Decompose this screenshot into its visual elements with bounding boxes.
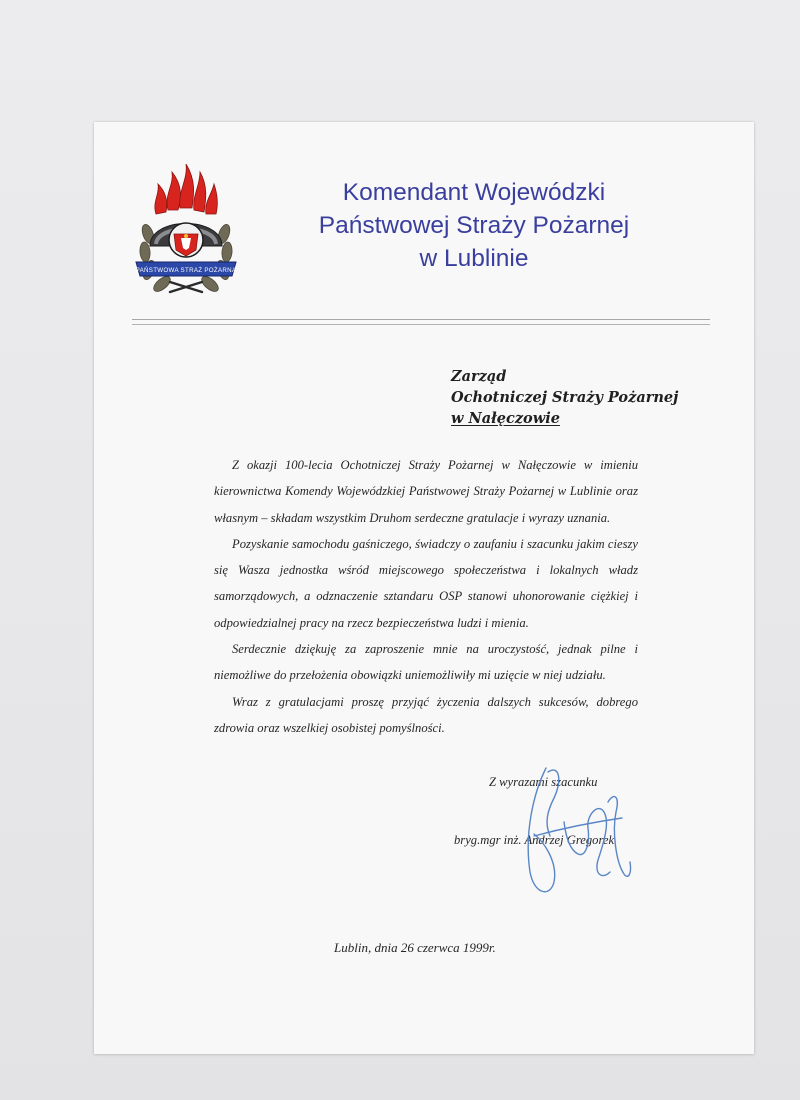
closing-regards: Z wyrazami szacunku bbox=[489, 775, 598, 789]
handwritten-signature bbox=[504, 762, 644, 902]
signer-name: bryg.mgr inż. Andrzej Gregorek bbox=[454, 833, 615, 847]
body-paragraph-2: Pozyskanie samochodu gaśniczego, świadczy o zaufaniu i szacunku jakim cieszy się Wasza jednostka wśród miejscowego społeczeństwa i lokalnych władz samorządowych, a odznaczenie sztandaru OSP stanowi uhonorowanie ciężkiej i odpowiedzialnej pracy na rzecz bezpieczeństwa ludzi i mienia. bbox=[214, 536, 638, 630]
place-and-date: Lublin, dnia 26 czerwca 1999r. bbox=[334, 940, 496, 955]
addressee-line-3: w Nałęczowie bbox=[451, 410, 560, 427]
svg-text:PAŃSTWOWA STRAŻ POŻARNA: PAŃSTWOWA STRAŻ POŻARNA bbox=[135, 267, 237, 274]
body-paragraph-4: Wraz z gratulacjami proszę przyjąć życzenia dalszych sukcesów, dobrego zdrowia oraz wszelkiej osobistej pomyślności. bbox=[214, 694, 638, 735]
letterhead-title-line-3: w Lublinie bbox=[419, 245, 529, 272]
fire-service-emblem-icon bbox=[134, 164, 238, 298]
addressee-line-2: Ochotniczej Straży Pożarnej bbox=[451, 389, 679, 406]
letterhead-title bbox=[284, 176, 664, 275]
letterhead-divider bbox=[132, 319, 710, 325]
body-paragraph-1: Z okazji 100-lecia Ochotniczej Straży Pożarnej w Nałęczowie w imieniu kierownictwa Komendy Wojewódzkiej Państwowej Straży Pożarnej w Lublinie oraz własnym – składam wszystkim Druhom serdeczne gratulacje i wyrazy uznania. bbox=[214, 458, 638, 525]
body-paragraph-3: Serdecznie dziękuję za zaproszenie mnie na uroczystość, jednak pilne i niemożliwe do przełożenia obowiązki uniemożliwiły mi uzięcie w niej udziału. bbox=[214, 642, 638, 683]
letterhead-title-line-2: Państwowej Straży Pożarnej bbox=[318, 212, 630, 239]
addressee-block bbox=[451, 366, 678, 429]
letterhead-title-line-1: Komendant Wojewódzki bbox=[342, 179, 606, 206]
addressee-line-1: Zarząd bbox=[451, 368, 507, 385]
letter-sheet bbox=[94, 122, 754, 1054]
letter-body bbox=[214, 452, 638, 741]
